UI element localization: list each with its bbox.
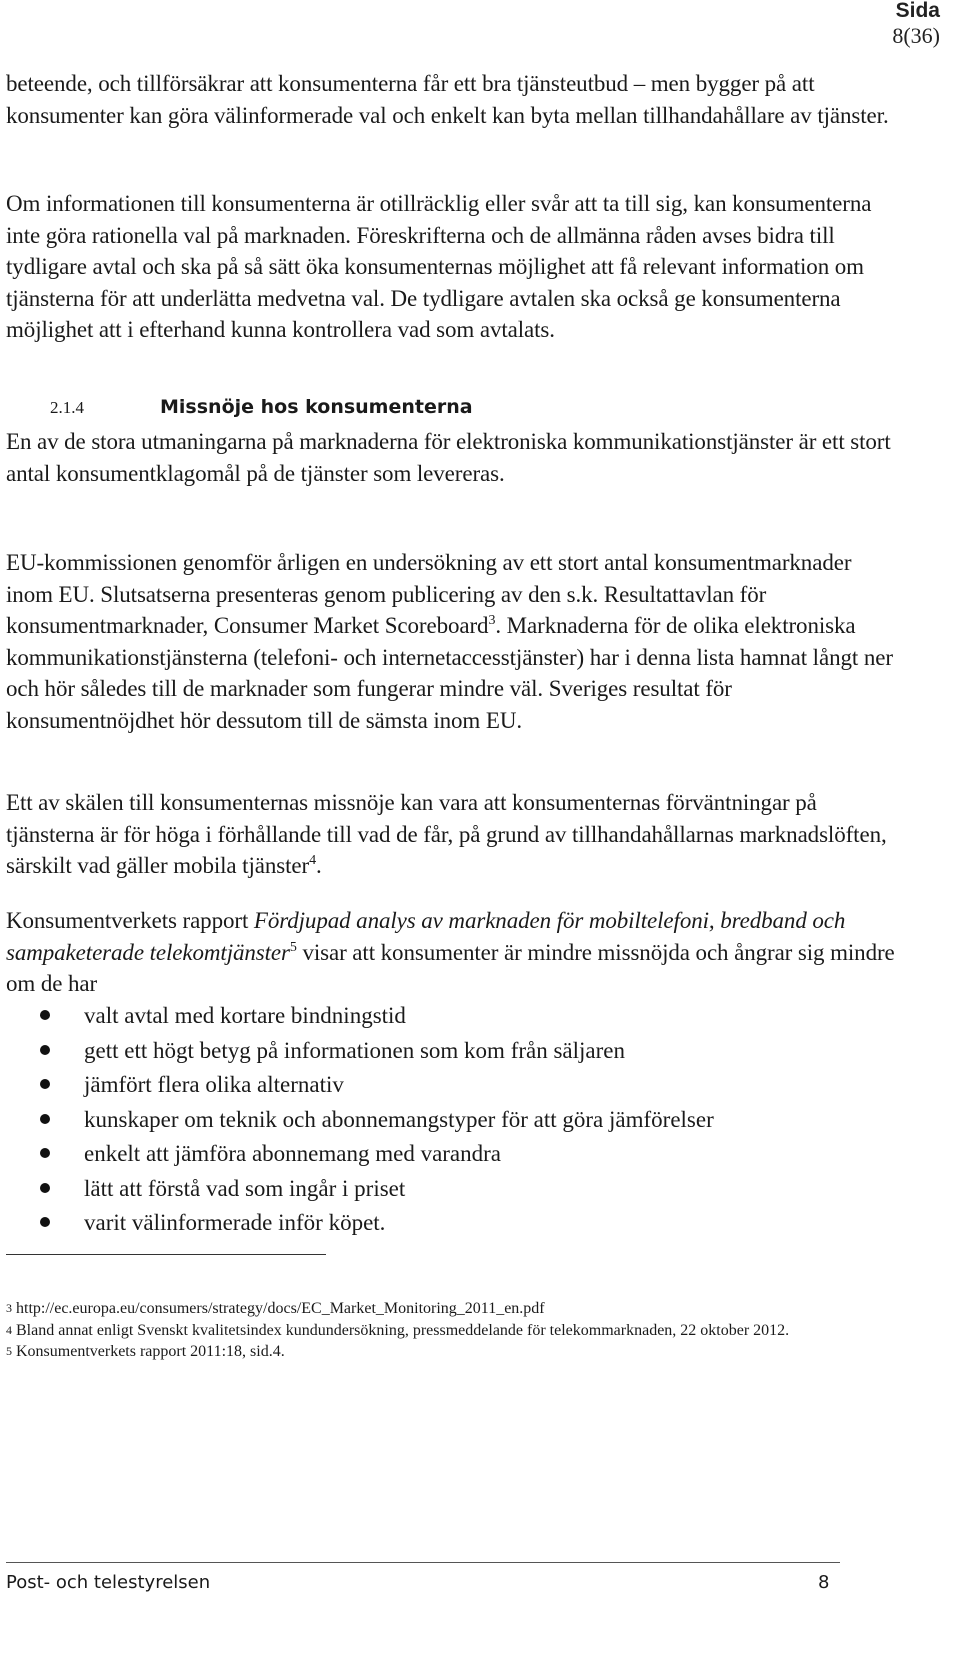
bullet-icon	[40, 1079, 50, 1089]
bullet-icon	[40, 1148, 50, 1158]
paragraph-6-text-a: Konsumentverkets rapport	[6, 908, 254, 933]
footnote-mark: 5	[6, 1344, 12, 1358]
list-item-text: lätt att förstå vad som ingår i priset	[84, 1175, 406, 1201]
list-item-text: valt avtal med kortare bindningstid	[84, 1003, 406, 1028]
paragraph-1: beteende, och tillförsäkrar att konsumenterna får ett bra tjänsteutbud – men bygger på att konsumenter kan göra välinformerade val och enkelt kan byta mellan tillhandahållare av tjänster.	[6, 71, 889, 128]
list-item	[0, 1000, 714, 1035]
footnote-link[interactable]: http://ec.europa.eu/consumers/strategy/docs/EC_Market_Monitoring_2011_en.pdf	[16, 1300, 545, 1317]
list-item	[0, 1069, 714, 1104]
paragraph-6-text-b: visar att konsumenter är mindre missnöjda och ångrar sig mindre om de har	[6, 939, 895, 996]
section-title: Missnöje hos konsumenterna	[160, 396, 473, 418]
footer-organization: Post- och telestyrelsen	[6, 1572, 211, 1593]
paragraph-5-text-a: Ett av skälen till konsumenternas missnöje kan vara att konsumenternas förväntningar på tjänsterna är för höga i förhållande till vad de får, på grund av tillhandahållarnas marknadslöften, särskilt vad gäller mobila tjänster	[6, 790, 887, 878]
list-item	[0, 1207, 714, 1242]
footnote-4	[6, 1320, 886, 1342]
footnote-ref-5[interactable]: 5	[289, 939, 297, 955]
footnote-mark: 4	[6, 1322, 12, 1337]
bullet-icon	[40, 1045, 50, 1055]
bullet-icon	[40, 1183, 50, 1193]
paragraph-5	[6, 787, 896, 882]
paragraph-4-text-a: EU-kommissionen genomför årligen en undersökning av ett stort antal konsumentmarknader inom EU. Slutsatserna presenteras genom publicering av den s.k. Resultattavlan för konsumentmarknader, Consumer Market Scoreboard	[6, 550, 852, 638]
list-item-text: gett ett högt betyg på informationen som kom från säljaren	[84, 1037, 625, 1063]
report-title: Fördjupad analys av marknaden för mobiltelefoni, bredband och sampaketerade telekomtjänster	[6, 908, 846, 965]
list-item-text: varit välinformerade inför köpet.	[84, 1210, 386, 1235]
bullet-icon	[40, 1217, 50, 1227]
paragraph-5-text-b: .	[316, 853, 322, 878]
paragraph-6	[6, 905, 896, 1000]
bullet-icon	[40, 1010, 50, 1020]
section-number: 2.1.4	[50, 398, 84, 417]
paragraph-4-text-b: . Marknaderna för de olika elektroniska kommunikationstjänsterna (telefoni- och internetaccesstjänster) har i denna lista hamnat långt ner och hör således till de marknader som fungerar mindre väl. Sveriges resultat för konsumentnöjdhet hör dessutom till de sämsta inom EU.	[6, 613, 893, 733]
list-item	[0, 1035, 714, 1070]
list-item	[0, 1138, 714, 1173]
bullet-list	[0, 1000, 714, 1242]
footnotes	[6, 1298, 886, 1363]
bullet-icon	[40, 1114, 50, 1124]
footnote-ref-3[interactable]: 3	[488, 613, 496, 628]
footnote-text: Bland annat enligt Svenskt kvalitetsindex kundundersökning, pressmeddelande för telekommarknaden, 22 oktober 2012.	[16, 1321, 790, 1339]
footnote-divider	[6, 1254, 326, 1255]
page-number: 8(36)	[892, 23, 940, 48]
section-heading	[50, 396, 473, 426]
list-item-text: enkelt att jämföra abonnemang med varandra	[84, 1141, 502, 1166]
list-item	[0, 1104, 714, 1139]
footer-page-number: 8	[818, 1572, 830, 1593]
paragraph-4	[6, 547, 896, 736]
page-label: Sida	[895, 0, 940, 22]
paragraph-2: Om informationen till konsumenterna är otillräcklig eller svår att ta till sig, kan konsumenterna inte göra rationella val på marknaden. Föreskrifterna och de allmänna råden avses bidra till tydligare avtal och ska på så sätt öka konsumenternas möjlighet att få relevant information om tjänsterna för att underlätta medvetna val. De tydligare avtalen ska också ge konsumenterna möjlighet att i efterhand kunna kontrollera vad som avtalats.	[6, 191, 872, 342]
list-item-text: jämfört flera olika alternativ	[84, 1072, 344, 1097]
footnote-3	[6, 1298, 886, 1320]
paragraph-3: En av de stora utmaningarna på marknaderna för elektroniska kommunikationstjänster är ett stort antal konsumentklagomål på de tjänster som levereras.	[6, 429, 891, 486]
footnote-text: Konsumentverkets rapport 2011:18, sid.4.	[16, 1343, 285, 1360]
list-item	[0, 1173, 714, 1208]
footnote-ref-4[interactable]: 4	[309, 853, 316, 868]
footer-divider	[6, 1562, 840, 1563]
list-item-text: kunskaper om teknik och abonnemangstyper för att göra jämförelser	[84, 1106, 714, 1132]
footnote-5	[6, 1341, 886, 1363]
footnote-mark: 3	[6, 1301, 12, 1315]
